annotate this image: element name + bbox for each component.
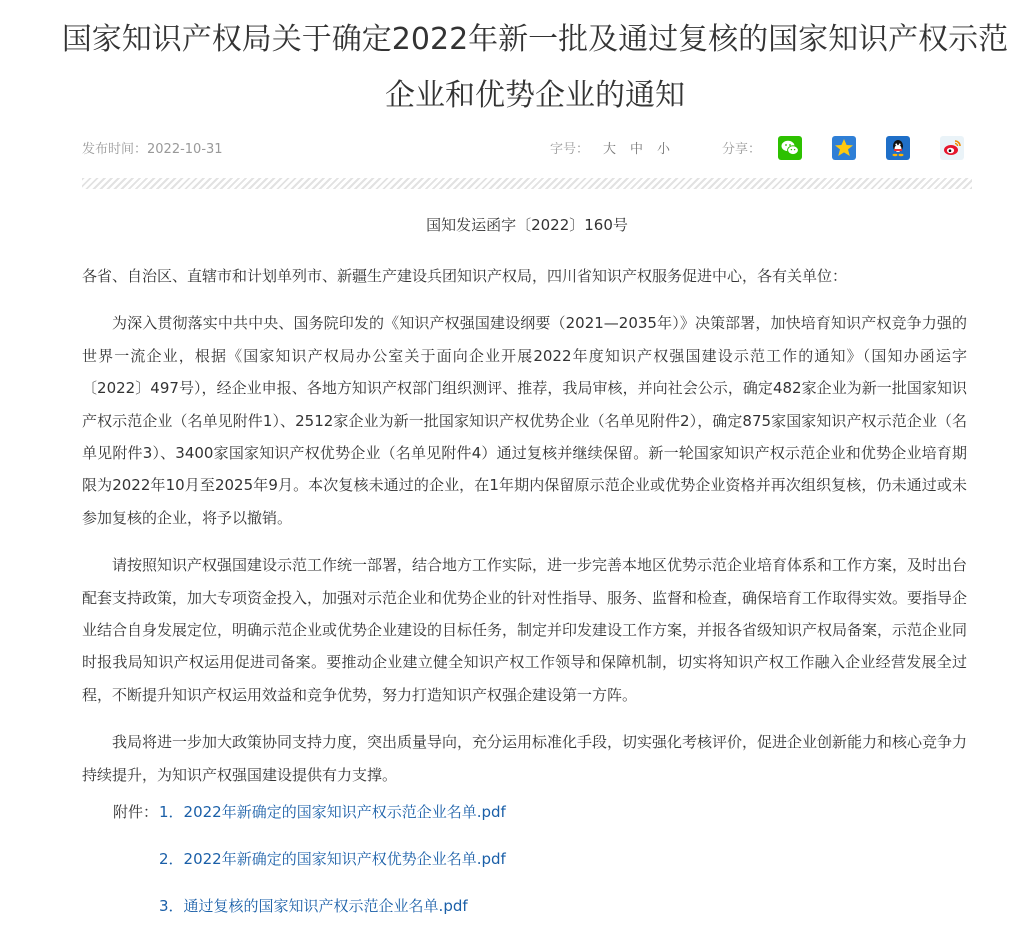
attachments-list xyxy=(113,800,506,941)
title-line-1: 国家知识产权局关于确定2022年新一批及通过复核的国家知识产权示范 xyxy=(61,22,1009,57)
salutation: 各省、自治区、直辖市和计划单列市、新疆生产建设兵团知识产权局，四川省知识产权服务促进中心，各有关单位： xyxy=(82,267,848,285)
article-body xyxy=(82,260,967,806)
publish-date xyxy=(82,138,223,157)
attachment-link-3[interactable]: 3．通过复核的国家知识产权示范企业名单.pdf xyxy=(159,897,468,915)
share-bar xyxy=(722,138,761,157)
paragraph-3: 我局将进一步加大政策协同支持力度，突出质量导向，充分运用标准化手段，切实强化考核评价，促进企业创新能力和核心竞争力持续提升，为知识产权强国建设提供有力支撑。 xyxy=(82,733,968,784)
publish-label: 发布时间： xyxy=(82,142,148,157)
attachment-link-1[interactable]: 1．2022年新确定的国家知识产权示范企业名单.pdf xyxy=(159,803,506,821)
title-line-2: 企业和优势企业的通知 xyxy=(385,78,685,113)
attachment-row xyxy=(113,847,506,894)
font-size-label: 字号： xyxy=(550,142,590,157)
font-size-control xyxy=(550,138,670,157)
qq-icon[interactable] xyxy=(886,136,910,160)
font-size-medium-button[interactable]: 中 xyxy=(630,142,644,157)
attachment-link-2[interactable]: 2．2022年新确定的国家知识产权优势企业名单.pdf xyxy=(159,850,506,868)
font-size-small-button[interactable]: 小 xyxy=(657,142,671,157)
share-label: 分享： xyxy=(722,142,762,157)
meta-bar xyxy=(82,136,971,158)
attachments-label: 附件： xyxy=(113,803,159,821)
wechat-icon[interactable] xyxy=(778,136,802,160)
paragraph-1: 为深入贯彻落实中共中央、国务院印发的《知识产权强国建设纲要（2021—2035年）》决策部署，加快培育知识产权竞争力强的世界一流企业，根据《国家知识产权局办公室关于面向企业开展2022年度知识产权强国建设示范工作的通知》（国知办函运字〔2022〕497号），经企业申报、各地方知识产权部门组织测评、推荐，我局审核，并向社会公示，确定482家企业为新一批国家知识产权示范企业（名单见附件1）、2512家企业为新一批国家知识产权优势企业（名单见附件2），确定875家国家知识产权示范企业（名单见附件3）、3400家国家知识产权优势企业（名单见附件4）通过复核并继续保留。新一轮国家知识产权示范企业和优势企业培育期限为2022年10月至2025年9月。本次复核未通过的企业，在1年期内保留原示范企业或优势企业资格并再次组织复核，仍未通过或未参加复核的企业，将予以撤销。 xyxy=(82,314,967,527)
font-size-large-button[interactable]: 大 xyxy=(603,142,617,157)
publish-date-value: 2022-10-31 xyxy=(147,142,223,157)
attachment-row xyxy=(113,800,506,847)
paragraph-2: 请按照知识产权强国建设示范工作统一部署，结合地方工作实际，进一步完善本地区优势示范企业培育体系和工作方案，及时出台配套支持政策，加大专项资金投入，加强对示范企业和优势企业的针对性指导、服务、监督和检查，确保培育工作取得实效。要指导企业结合自身发展定位，明确示范企业或优势企业建设的目标任务，制定并印发建设工作方案，并报各省级知识产权局备案，示范企业同时报我局知识产权运用促进司备案。要推动企业建立健全知识产权工作领导和保障机制，切实将知识产权工作融入企业经营发展全过程，不断提升知识产权运用效益和竞争优势，努力打造知识产权强企建设第一方阵。 xyxy=(82,556,968,704)
weibo-icon[interactable] xyxy=(940,136,964,160)
qzone-icon[interactable] xyxy=(832,136,856,160)
document-number: 国知发运函字〔2022〕160号 xyxy=(426,216,628,234)
page-title xyxy=(60,12,1010,124)
attachment-row xyxy=(113,894,506,941)
divider xyxy=(82,178,972,189)
